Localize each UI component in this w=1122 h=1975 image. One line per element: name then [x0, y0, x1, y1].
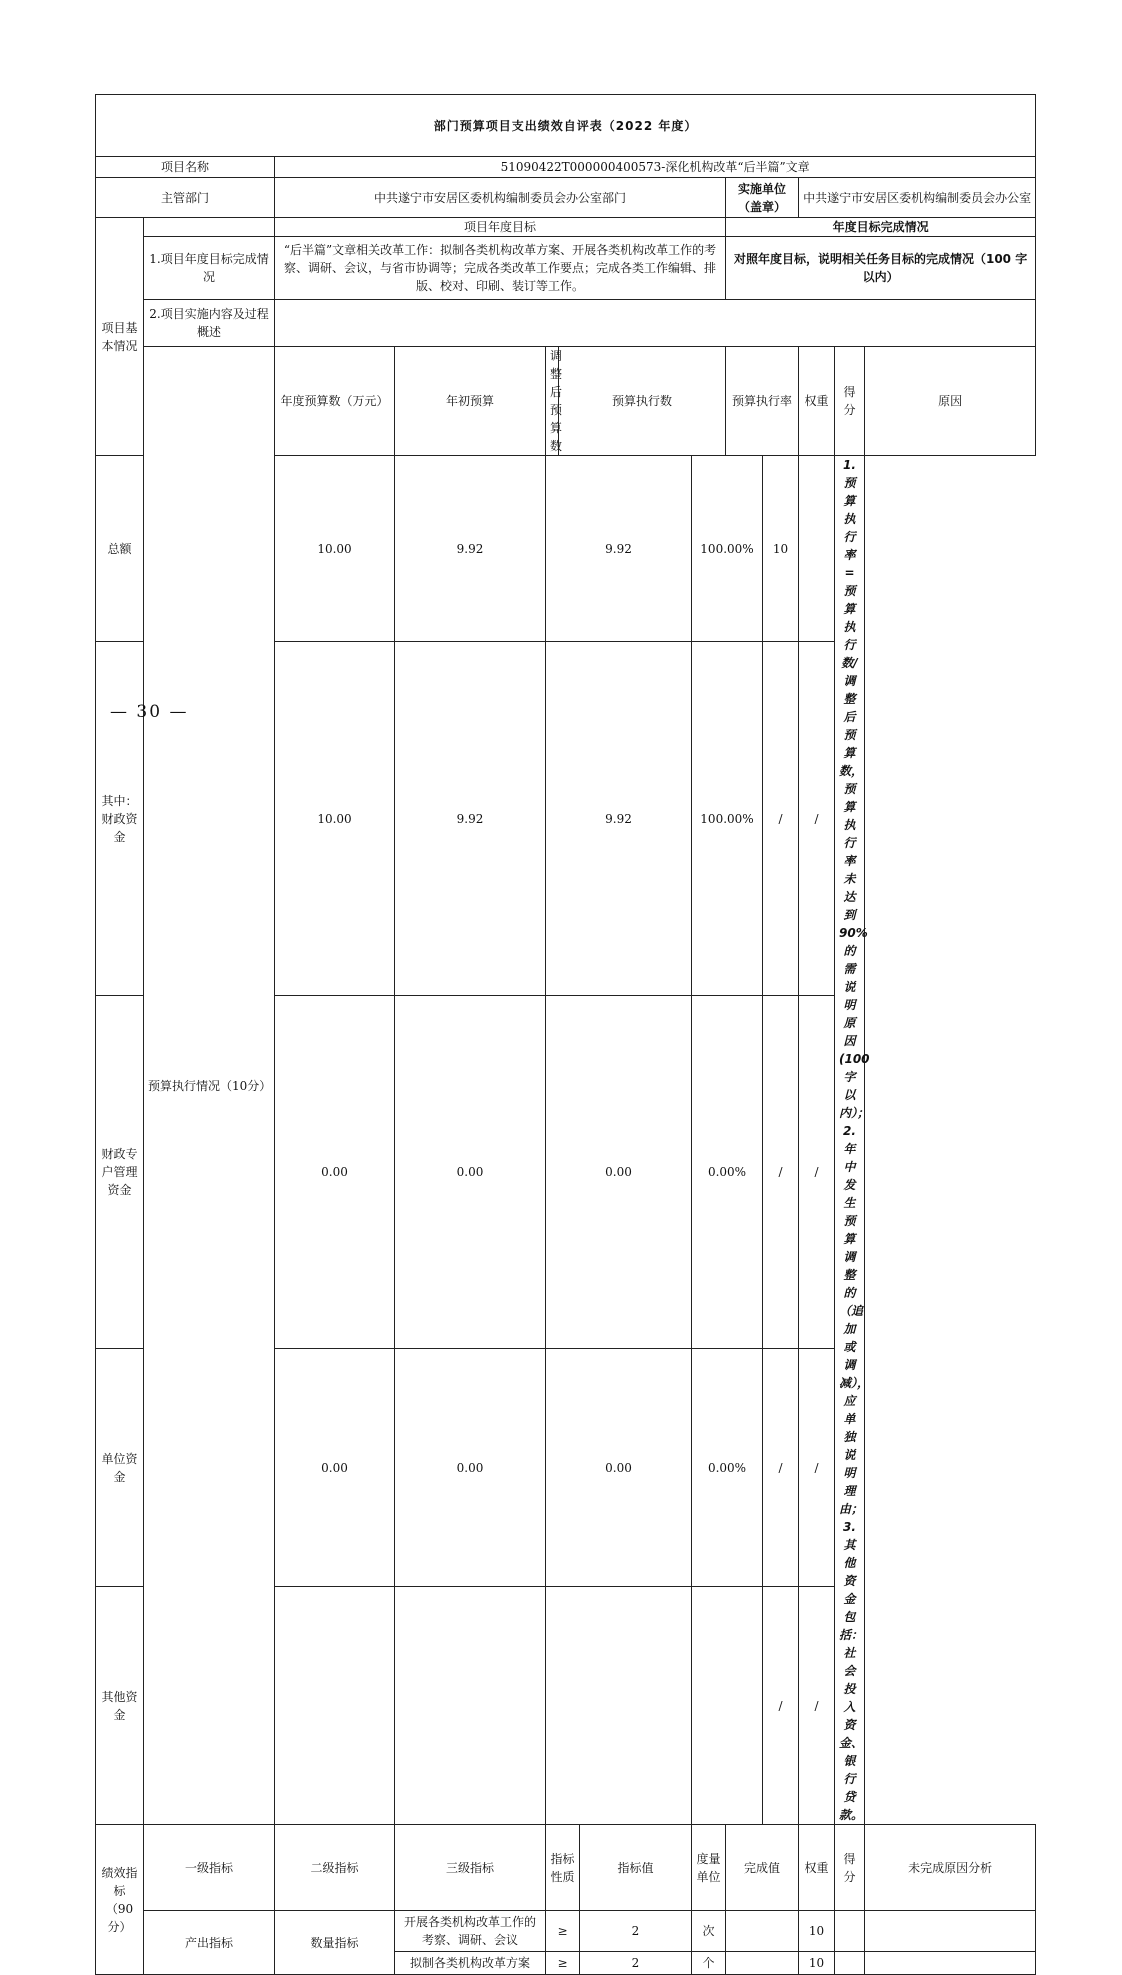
impl-unit-label-line1: 实施单位 [737, 181, 786, 196]
budget-row-rate [692, 1587, 763, 1825]
perf-header-level3: 三级指标 [395, 1825, 546, 1911]
perf-row-score [835, 1911, 865, 1952]
budget-header-initial: 年初预算 [395, 347, 546, 456]
budget-row-adjusted: 9.92 [395, 456, 546, 642]
budget-row-score: / [799, 1587, 835, 1825]
perf-level1-value: 产出指标 [144, 1911, 275, 1975]
perf-row-completed [726, 1911, 799, 1952]
budget-row-initial [275, 1587, 395, 1825]
budget-header-executed: 预算执行数 [559, 347, 726, 456]
annual-target-content: “后半篇”文章相关改革工作：拟制各类机构改革方案、开展各类机构改革工作的考察、调研、会议，与省市协调等；完成各类改革工作要点；完成各类工作编辑、排版、校对、印刷、装订等工作。 [275, 237, 726, 300]
budget-row-name: 单位资金 [96, 1349, 144, 1587]
budget-row-name: 其他资金 [96, 1587, 144, 1825]
basic-section-label: 项目基本情况 [96, 218, 144, 456]
budget-row-score: / [799, 995, 835, 1348]
budget-row-name: 财政专户管理资金 [96, 995, 144, 1348]
implementation-overview-content [275, 300, 1036, 347]
completion-description: 对照年度目标，说明相关任务目标的完成情况（100 字以内） [726, 237, 1036, 300]
budget-row-executed: 0.00 [546, 995, 692, 1348]
budget-header-item: 年度预算数（万元） [275, 347, 395, 456]
budget-row-initial: 0.00 [275, 1349, 395, 1587]
project-name-label: 项目名称 [96, 157, 275, 178]
implementation-overview-label: 2.项目实施内容及过程概述 [144, 300, 275, 347]
perf-header-score: 得分 [835, 1825, 865, 1911]
budget-row-initial: 0.00 [275, 995, 395, 1348]
budget-row-rate: 0.00% [692, 1349, 763, 1587]
budget-row-rate: 100.00% [692, 456, 763, 642]
budget-row-weight: / [763, 1587, 799, 1825]
impl-unit-label [726, 178, 799, 218]
target-column-header: 项目年度目标 [275, 218, 726, 237]
budget-row-adjusted: 0.00 [395, 995, 546, 1348]
perf-header-completed: 完成值 [726, 1825, 799, 1911]
perf-row-unit: 次 [692, 1911, 726, 1952]
budget-header-weight: 权重 [799, 347, 835, 456]
basic-header-blank [144, 218, 275, 237]
perf-header-reason: 未完成原因分析 [865, 1825, 1036, 1911]
project-name-value: 51090422T000000400573-深化机构改革“后半篇”文章 [275, 157, 1036, 178]
perf-row-weight: 10 [799, 1911, 835, 1952]
budget-row-executed: 9.92 [546, 456, 692, 642]
budget-section-label: 预算执行情况（10分） [144, 347, 275, 1825]
perf-header-unit: 度量单位 [692, 1825, 726, 1911]
performance-self-evaluation-form [95, 94, 1036, 1975]
perf-row-reason [865, 1911, 1036, 1952]
budget-row-rate: 100.00% [692, 642, 763, 995]
budget-row-weight: 10 [763, 456, 799, 642]
form-title: 部门预算项目支出绩效自评表（2022 年度） [96, 95, 1036, 157]
budget-row-weight: / [763, 1349, 799, 1587]
perf-row-score [835, 1952, 865, 1975]
perf-header-nature: 指标性质 [546, 1825, 580, 1911]
perf-row-name: 拟制各类机构改革方案 [395, 1952, 546, 1975]
budget-row-adjusted: 9.92 [395, 642, 546, 995]
perf-row-name: 开展各类机构改革工作的考察、调研、会议 [395, 1911, 546, 1952]
budget-row-name: 其中：财政资金 [96, 642, 144, 995]
budget-header-score: 得分 [835, 347, 865, 456]
department-label: 主管部门 [96, 178, 275, 218]
perf-header-weight: 权重 [799, 1825, 835, 1911]
impl-unit-label-line2: （盖章） [737, 199, 786, 214]
budget-row-executed: 0.00 [546, 1349, 692, 1587]
budget-row-score [799, 456, 835, 642]
budget-row-weight: / [763, 642, 799, 995]
perf-row-completed [726, 1952, 799, 1975]
budget-row-initial: 10.00 [275, 456, 395, 642]
target-completion-label: 1.项目年度目标完成情况 [144, 237, 275, 300]
perf-header-value: 指标值 [580, 1825, 692, 1911]
budget-row-weight: / [763, 995, 799, 1348]
budget-row-adjusted: 0.00 [395, 1349, 546, 1587]
budget-header-rate: 预算执行率 [726, 347, 799, 456]
budget-reason-note: 1. 预算执行率=预算执行数/调整后预算数，预算执行率未达到 90%的需说明原因(100 字以内）；2. 年中发生预算调整的（追加或调减），应单独说明理由；3. 其他资金包括：社会投入资金、银行贷款。 [835, 456, 865, 1825]
budget-row-score: / [799, 1349, 835, 1587]
perf-row-reason [865, 1952, 1036, 1975]
budget-header-reason: 原因 [865, 347, 1036, 456]
perf-row-value: 2 [580, 1911, 692, 1952]
impl-unit-value: 中共遂宁市安居区委机构编制委员会办公室 [799, 178, 1036, 218]
perf-header-level1: 一级指标 [144, 1825, 275, 1911]
performance-section-label: 绩效指标（90分） [96, 1825, 144, 1975]
completion-column-header: 年度目标完成情况 [726, 218, 1036, 237]
budget-row-score: / [799, 642, 835, 995]
department-value: 中共遂宁市安居区委机构编制委员会办公室部门 [275, 178, 726, 218]
budget-row-rate: 0.00% [692, 995, 763, 1348]
budget-row-name: 总额 [96, 456, 144, 642]
perf-row-value: 2 [580, 1952, 692, 1975]
perf-row-unit: 个 [692, 1952, 726, 1975]
page-number: — 30 — [110, 702, 189, 722]
perf-row-nature: ≥ [546, 1911, 580, 1952]
perf-row-weight: 10 [799, 1952, 835, 1975]
perf-row-nature: ≥ [546, 1952, 580, 1975]
perf-level2-value: 数量指标 [275, 1911, 395, 1975]
budget-row-executed: 9.92 [546, 642, 692, 995]
budget-row-adjusted [395, 1587, 546, 1825]
budget-row-executed [546, 1587, 692, 1825]
perf-header-level2: 二级指标 [275, 1825, 395, 1911]
budget-row-initial: 10.00 [275, 642, 395, 995]
budget-header-adjusted: 调整后预算数 [546, 347, 559, 456]
